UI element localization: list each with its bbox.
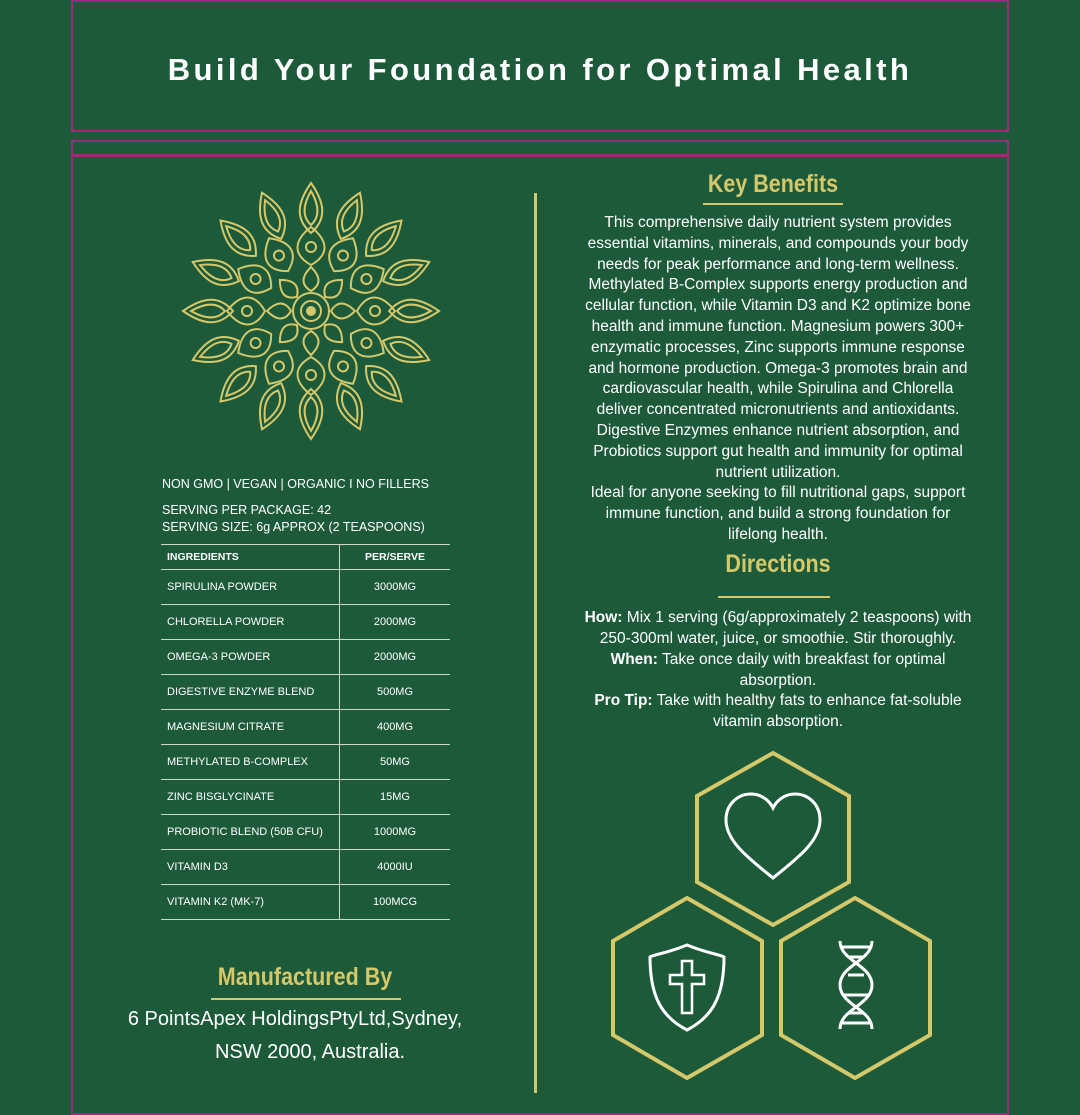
directions-heading: Directions — [725, 550, 831, 578]
table-row — [161, 850, 450, 885]
ingredient-amount: 2000MG — [340, 605, 451, 640]
servings-per-package: SERVING PER PACKAGE: 42 — [162, 503, 332, 517]
ingredient-amount: 4000IU — [340, 850, 451, 885]
ingredient-name: ZINC BISGLYCINATE — [161, 780, 340, 815]
key-benefits-line: cellular function, while Vitamin D3 and K2 optimize bone — [585, 297, 971, 315]
manufacturer-address-line1: 6 PointsApex HoldingsPtyLtd,Sydney, — [127, 1008, 463, 1030]
table-row — [161, 570, 450, 605]
manufacturer-address-line2: NSW 2000, Australia. — [214, 1041, 406, 1063]
hexagon-dna — [778, 895, 933, 1080]
column-divider — [534, 193, 537, 1093]
key-benefits-line: and hormone production. Omega-3 promotes brain and — [588, 359, 968, 377]
key-benefits-line: Ideal for anyone seeking to fill nutritional gaps, support — [590, 484, 966, 502]
key-benefits-line: health and immune function. Magnesium powers 300+ — [591, 318, 965, 335]
table-header-row — [161, 545, 450, 570]
table-row — [161, 710, 450, 745]
ingredient-amount: 15MG — [340, 780, 451, 815]
directions-underline — [718, 596, 830, 598]
table-row — [161, 885, 450, 920]
key-benefits-underline — [703, 203, 843, 205]
ingredient-name: MAGNESIUM CITRATE — [161, 710, 340, 745]
key-benefits-line: nutrient utilization. — [715, 463, 841, 481]
key-benefits-line: This comprehensive daily nutrient system provides — [604, 214, 952, 231]
key-benefits-heading: Key Benefits — [707, 170, 839, 198]
table-row — [161, 780, 450, 815]
ingredient-amount: 3000MG — [340, 570, 451, 605]
ingredient-amount: 1000MG — [340, 815, 451, 850]
tip-text-2: vitamin absorption. — [712, 713, 844, 730]
table-row — [161, 815, 450, 850]
key-benefits-line: Digestive Enzymes enhance nutrient absorption, and — [596, 422, 960, 439]
directions-when — [560, 649, 996, 691]
table-row — [161, 605, 450, 640]
key-benefits-line: enzymatic processes, Zinc supports immune response — [591, 338, 965, 356]
header-per-serve: PER/SERVE — [340, 545, 451, 570]
how-label: How: — [584, 609, 623, 626]
heart-icon — [726, 794, 820, 878]
page-title: Build Your Foundation for Optimal Health — [167, 52, 913, 87]
ingredient-name: VITAMIN K2 (MK-7) — [161, 885, 340, 920]
ingredient-amount: 2000MG — [340, 640, 451, 675]
key-benefits-line: immune function, and build a strong foundation for — [605, 505, 951, 523]
key-benefits-line: essential vitamins, minerals, and compounds your body — [587, 234, 969, 252]
serving-size: SERVING SIZE: 6g APPROX (2 TEASPOONS) — [162, 520, 425, 534]
directions-tip — [560, 690, 996, 732]
header-ingredients: INGREDIENTS — [161, 545, 340, 570]
ingredient-name: CHLORELLA POWDER — [161, 605, 340, 640]
when-text-2: absorption. — [739, 672, 817, 689]
table-row — [161, 640, 450, 675]
shield-cross-icon — [650, 945, 724, 1030]
key-benefits-line: cardiovascular health, while Spirulina and Chlorella — [602, 380, 954, 398]
key-benefits-line: deliver concentrated micronutrients and antioxidants. — [596, 401, 960, 419]
key-benefits-line: lifelong health. — [728, 526, 828, 543]
how-text: Mix 1 serving (6g/approximately 2 teaspoons) with — [622, 609, 972, 626]
header-band — [71, 140, 1009, 156]
dna-icon — [840, 941, 872, 1029]
hexagon-shield — [610, 895, 765, 1080]
manufacturer-underline — [211, 998, 401, 1000]
when-text: Take once daily with breakfast for optimal — [657, 651, 946, 668]
ingredient-name: SPIRULINA POWDER — [161, 570, 340, 605]
ingredient-amount: 50MG — [340, 745, 451, 780]
ingredient-amount: 100MCG — [340, 885, 451, 920]
table-row — [161, 675, 450, 710]
directions-how — [560, 607, 996, 649]
ingredient-name: VITAMIN D3 — [161, 850, 340, 885]
ingredient-name: OMEGA-3 POWDER — [161, 640, 340, 675]
mandala-icon — [178, 178, 444, 444]
ingredient-name: PROBIOTIC BLEND (50B CFU) — [161, 815, 340, 850]
tip-text: Take with healthy fats to enhance fat-soluble — [652, 692, 962, 709]
key-benefits-line: Probiotics support gut health and immunity for optimal — [593, 442, 963, 460]
table-row — [161, 745, 450, 780]
tip-label: Pro Tip: — [594, 692, 653, 709]
ingredient-name: METHYLATED B-COMPLEX — [161, 745, 340, 780]
key-benefits-line: Methylated B-Complex supports energy production and — [588, 276, 968, 294]
manufacturer-heading: Manufactured By — [217, 963, 393, 991]
when-label: When: — [610, 651, 658, 668]
ingredients-table — [161, 544, 450, 920]
key-benefits-line: needs for peak performance and long-term wellness. — [597, 255, 959, 273]
how-text-2: 250-300ml water, juice, or smoothie. Stir thoroughly. — [599, 630, 957, 647]
badges-line: NON GMO | VEGAN | ORGANIC I NO FILLERS — [162, 477, 429, 491]
ingredient-amount: 400MG — [340, 710, 451, 745]
ingredient-amount: 500MG — [340, 675, 451, 710]
ingredient-name: DIGESTIVE ENZYME BLEND — [161, 675, 340, 710]
